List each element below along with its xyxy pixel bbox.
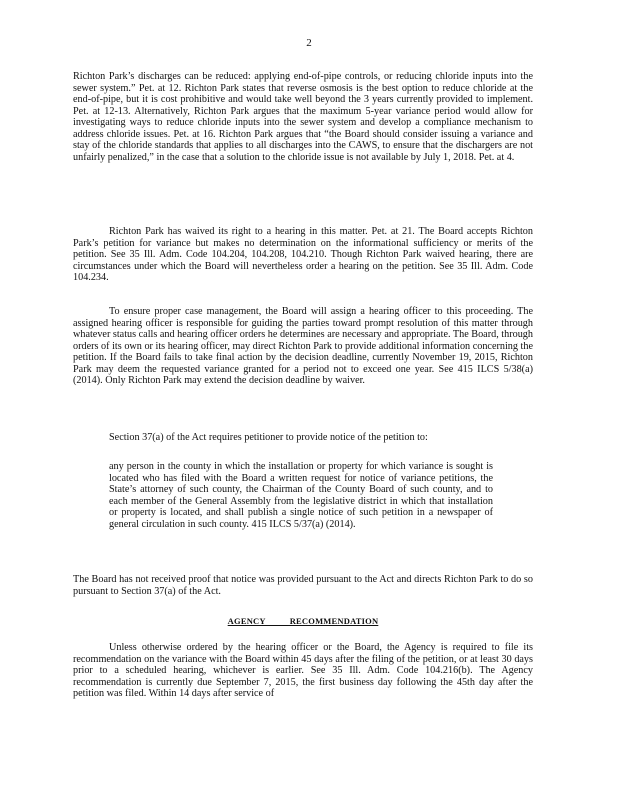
- block-quote-section-37a: any person in the county in which the installation or property for which variance is sought is located who has filed with the Board a written request for notice of variance petitions, the State’s attorney of such county, the Chairman of the County Board of such county, and to each member of the General Assembly from the legislative district in which that installation or property is located, and shall publish a single notice of such petition in a newspaper of general circulation in such county. 415 ILCS 5/37(a) (2014).: [109, 461, 493, 530]
- paragraph-hearing-waived: Richton Park has waived its right to a hearing in this matter. Pet. at 21. The Board accepts Richton Park’s petition for variance but makes no determination on the informational sufficiency or merits of the petition. See 35 Ill. Adm. Code 104.204, 104.208, 104.210. Though Richton Park waived hearing, there are circumstances under which the Board will nevertheless order a hearing on the petition. See 35 Ill. Adm. Code 104.234.: [73, 226, 533, 283]
- paragraph-notice-directive: The Board has not received proof that notice was provided pursuant to the Act and directs Richton Park to do so pursuant to Section 37(a) of the Act.: [73, 574, 533, 597]
- paragraph-alternatives: Richton Park’s discharges can be reduced: applying end-of-pipe controls, or reducing chloride inputs into the sewer system.” Pet. at 12. Richton Park states that reverse osmosis is the best option to reduce chloride at the end-of-pipe, but it is cost prohibitive and would take well beyond the 3 years currently provided to implement. Pet. at 12-13. Alternatively, Richton Park argues that the maximum 5-year variance period would allow for investigating ways to reduce chloride inputs into the sewer system and develop a compliance mechanism to address chloride issues. Pet. at 16. Richton Park argues that “the Board should consider issuing a variance and stay of the chloride standards that applies to all discharges into the CAWS, to ensure that the dischargers are not unfairly penalized,” in the case that a solution to the chloride issue is not available by July 1, 2018. Pet. at 4.: [73, 71, 533, 163]
- page-number: 2: [306, 37, 312, 49]
- section-heading: AGENCY RECOMMENDATION: [227, 616, 379, 626]
- paragraph-agency-recommendation: Unless otherwise ordered by the hearing officer or the Board, the Agency is required to file its recommendation on the variance with the Board within 45 days after the filing of the petition, or at least 30 days prior to a scheduled hearing, whichever is earlier. See 35 Ill. Adm. Code 104.216(b). The Agency recommendation is currently due September 7, 2015, the first business day following the 45th day after the petition was filed. Within 14 days after service of: [73, 642, 533, 699]
- paragraph-notice-requirement: Section 37(a) of the Act requires petitioner to provide notice of the petition to:: [109, 432, 428, 443]
- paragraph-case-management: To ensure proper case management, the Board will assign a hearing officer to this proceeding. The assigned hearing officer is responsible for guiding the parties toward prompt resolution of this matter through whatever status calls and hearing officer orders he determines are necessary and appropriate. The Board, through orders of its own or its hearing officer, may direct Richton Park to provide additional information concerning the petition. If the Board fails to take final action by the decision deadline, currently November 19, 2015, Richton Park may deem the requested variance granted for a period not to exceed one year. See 415 ILCS 5/38(a) (2014). Only Richton Park may extend the decision deadline by waiver.: [73, 306, 533, 386]
